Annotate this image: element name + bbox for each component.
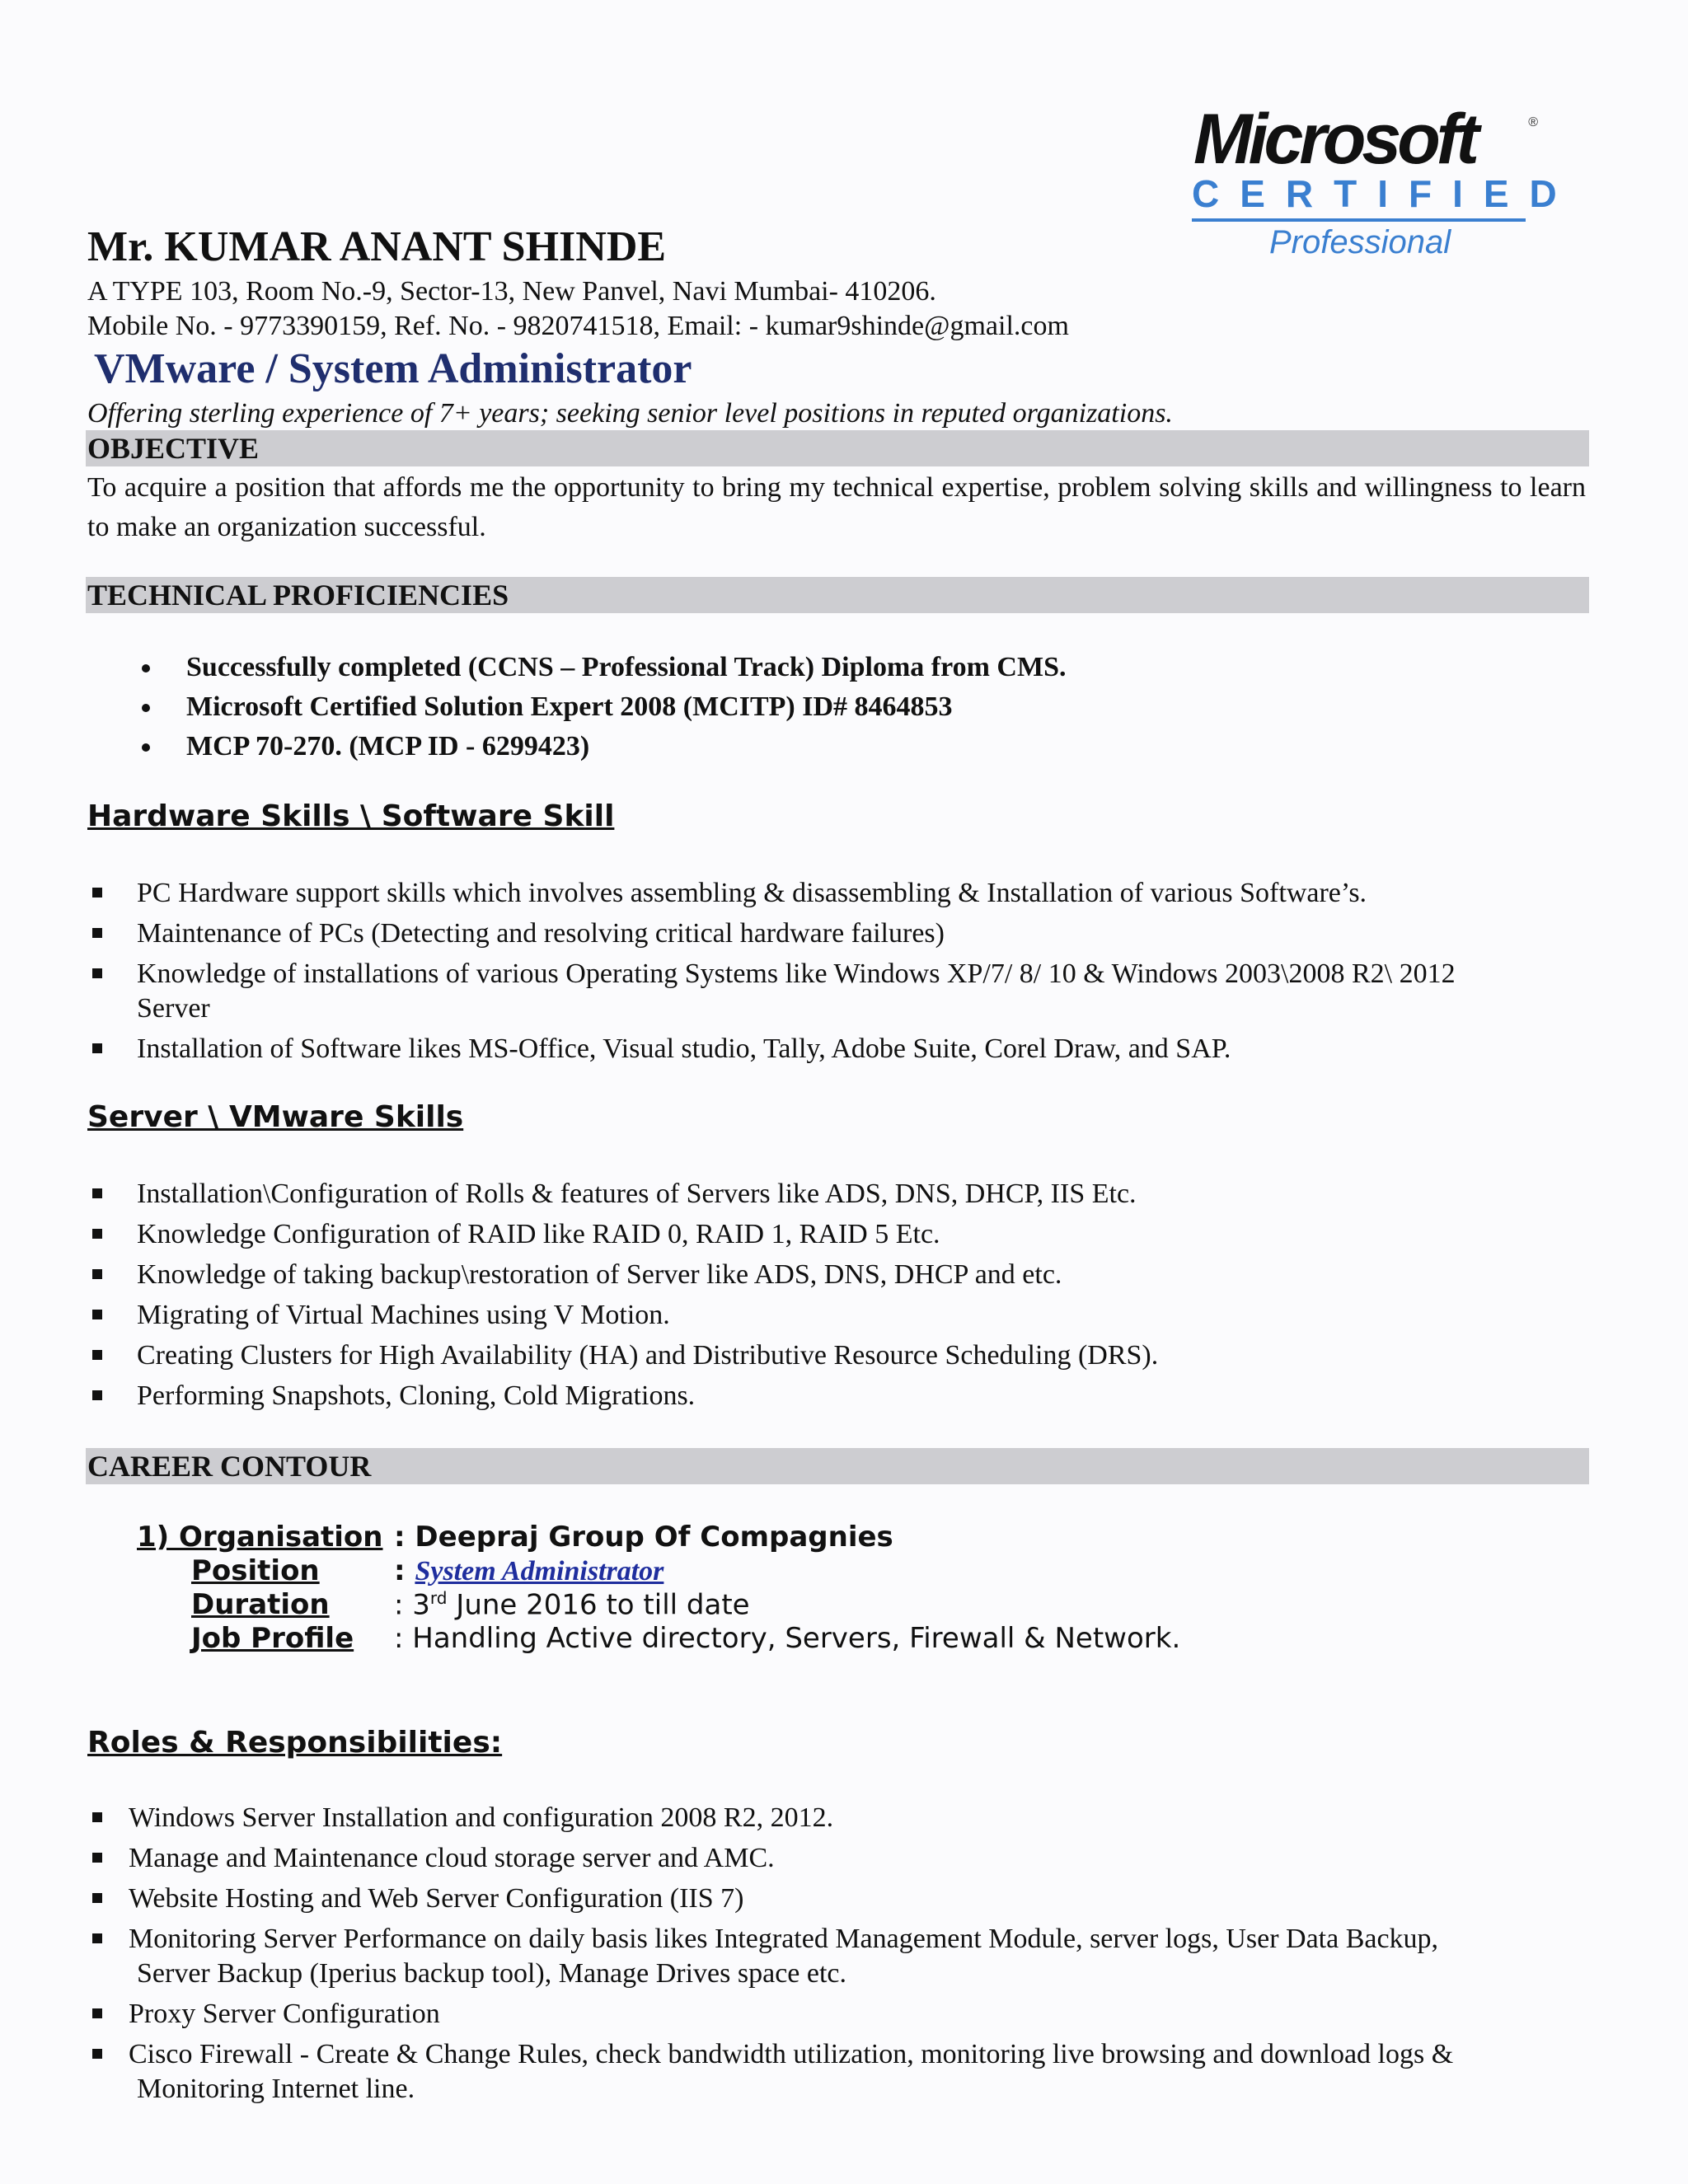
- job-profile-value: : Handling Active directory, Servers, Firewall & Network.: [394, 1622, 1181, 1655]
- list-item: PC Hardware support skills which involves assembling & disassembling & Installation of various Software’s.: [87, 876, 1587, 911]
- contact-line: Mobile No. - 9773390159, Ref. No. - 9820741518, Email: - kumar9shinde@gmail.com: [87, 311, 1069, 341]
- list-item-continuation: [87, 991, 1587, 1026]
- logo-professional-text: Professional: [1269, 224, 1451, 260]
- tagline: Offering sterling experience of 7+ years; seeking senior level positions in reputed organizations.: [87, 398, 1173, 429]
- list-item: MCP 70-270. (MCP ID - 6299423): [87, 727, 1066, 766]
- list-item: Manage and Maintenance cloud storage server and AMC.: [87, 1841, 1587, 1876]
- list-item-continuation: [87, 1957, 1587, 1991]
- list-item: Creating Clusters for High Availability (HA) and Distributive Resource Scheduling (DRS).: [87, 1338, 1587, 1373]
- list-item-text: Monitoring Internet line.: [137, 2074, 415, 2104]
- duration-rest: June 2016 to till date: [447, 1588, 750, 1622]
- server-list: [87, 1177, 1587, 1419]
- section-heading-career: CAREER CONTOUR: [86, 1448, 1589, 1484]
- list-item-continuation: [87, 2072, 1587, 2107]
- objective-text: To acquire a position that affords me the opportunity to bring my technical expertise, problem solving skills and willingness to learn to make an organization successful.: [87, 472, 1586, 542]
- list-item: Proxy Server Configuration: [87, 1997, 1587, 2032]
- job-profile-label: Job Profile: [191, 1622, 354, 1655]
- hardware-list: [87, 876, 1587, 1072]
- address-line: A TYPE 103, Room No.-9, Sector-13, New Panvel, Navi Mumbai- 410206.: [87, 276, 936, 307]
- duration-value: [394, 1588, 750, 1621]
- list-item-text: Knowledge of installations of various Operating Systems like Windows XP/7/ 8/ 10 & Windows 2003\2008 R2\ 2012: [137, 958, 1456, 989]
- list-item: Windows Server Installation and configuration 2008 R2, 2012.: [87, 1801, 1587, 1835]
- list-item: Knowledge of taking backup\restoration of Server like ADS, DNS, DHCP and etc.: [87, 1258, 1587, 1292]
- list-item: Website Hosting and Web Server Configuration (IIS 7): [87, 1882, 1587, 1916]
- duration-prefix: : 3: [394, 1588, 430, 1622]
- logo-registered-mark: ®: [1528, 115, 1538, 129]
- candidate-name: Mr. KUMAR ANANT SHINDE: [87, 223, 667, 270]
- roles-list: [87, 1801, 1587, 2112]
- job-title: VMware / System Administrator: [94, 345, 692, 392]
- position-label: Position: [191, 1554, 320, 1587]
- list-item: Performing Snapshots, Cloning, Cold Migrations.: [87, 1379, 1587, 1413]
- list-item-text: Server Backup (Iperius backup tool), Manage Drives space etc.: [137, 1958, 847, 1989]
- logo-wordmark: Microsoft: [1193, 100, 1475, 179]
- list-item: [87, 1922, 1587, 1957]
- organisation-value: : Deepraj Group Of Compagnies: [394, 1521, 893, 1554]
- duration-label: Duration: [191, 1588, 330, 1621]
- technical-list: [87, 648, 1066, 766]
- organisation-label: 1) Organisation: [137, 1521, 383, 1554]
- list-item: Microsoft Certified Solution Expert 2008 (MCITP) ID# 8464853: [87, 687, 1066, 727]
- list-item: Migrating of Virtual Machines using V Motion.: [87, 1298, 1587, 1333]
- position-link[interactable]: System Administrator: [415, 1556, 664, 1586]
- microsoft-certified-logo: [1187, 99, 1578, 272]
- list-item: Installation of Software likes MS-Office, Visual studio, Tally, Adobe Suite, Corel Draw, and SAP.: [87, 1032, 1587, 1066]
- list-item: Successfully completed (CCNS – Professional Track) Diploma from CMS.: [87, 648, 1066, 687]
- list-item: Maintenance of PCs (Detecting and resolving critical hardware failures): [87, 916, 1587, 951]
- position-colon: :: [394, 1554, 415, 1587]
- list-item: [87, 2037, 1587, 2072]
- subheading-hardware-software: Hardware Skills \ Software Skill: [87, 799, 615, 833]
- list-item: Installation\Configuration of Rolls & features of Servers like ADS, DNS, DHCP, IIS Etc.: [87, 1177, 1587, 1212]
- logo-certified-text: CERTIFIED: [1192, 172, 1578, 215]
- section-heading-objective: OBJECTIVE: [86, 430, 1589, 466]
- list-item: Knowledge Configuration of RAID like RAID 0, RAID 1, RAID 5 Etc.: [87, 1217, 1587, 1252]
- list-item: [87, 957, 1587, 991]
- list-item-text: Cisco Firewall - Create & Change Rules, check bandwidth utilization, monitoring live browsing and download logs &: [129, 2039, 1454, 2069]
- logo-divider: [1192, 218, 1526, 222]
- duration-ordinal: rd: [429, 1588, 448, 1608]
- list-item-text: Server: [137, 993, 210, 1024]
- list-item-text: Monitoring Server Performance on daily basis likes Integrated Management Module, server logs, User Data Backup,: [129, 1924, 1439, 1954]
- subheading-server-vmware: Server \ VMware Skills: [87, 1100, 464, 1134]
- section-heading-technical: TECHNICAL PROFICIENCIES: [86, 577, 1589, 613]
- position-value: [394, 1554, 663, 1587]
- subheading-roles: Roles & Responsibilities:: [87, 1726, 503, 1760]
